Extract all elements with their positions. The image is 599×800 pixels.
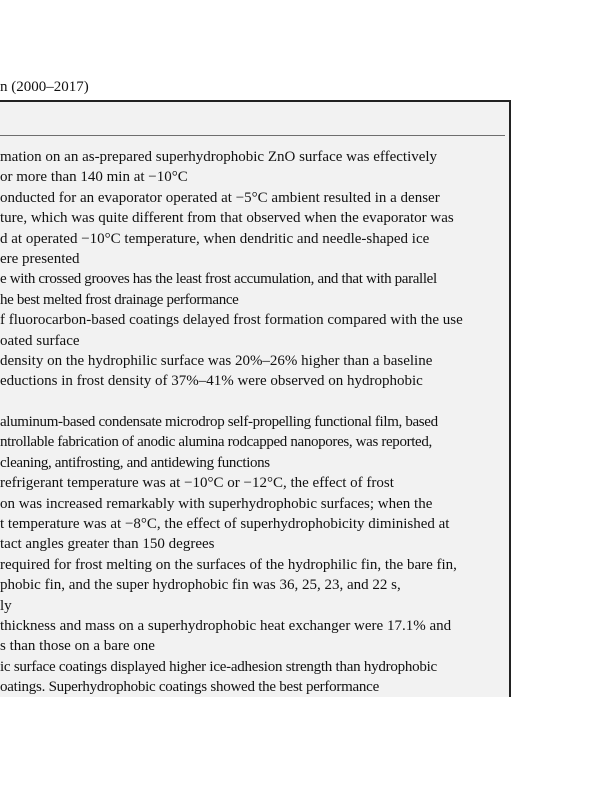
row-text-line: refrigerant temperature was at −10°C or −12°C, the effect of frost: [0, 475, 394, 492]
row-text-line: oated surface: [0, 332, 80, 349]
table-row: [0, 351, 506, 412]
row-text-line: ly: [0, 597, 12, 614]
row-text-line: phobic fin, and the super hydrophobic fin was 36, 25, 23, and 22 s,: [0, 577, 401, 594]
row-text-line: ntrollable fabrication of anodic alumina rodcapped nanopores, was reported,: [0, 434, 432, 451]
row-text-line: tact angles greater than 150 degrees: [0, 536, 215, 553]
row-text-line: or more than 140 min at −10°C: [0, 169, 188, 186]
table-row: [0, 188, 506, 270]
row-text-line: eductions in frost density of 37%–41% were observed on hydrophobic: [0, 373, 423, 390]
table-row: [0, 269, 506, 310]
row-text-line: cleaning, antifrosting, and antidewing functions: [0, 454, 270, 471]
row-text-line: d at operated −10°C temperature, when dendritic and needle-shaped ice: [0, 230, 430, 247]
row-text-line: on was increased remarkably with superhydrophobic surfaces; when the: [0, 495, 433, 512]
row-text-line: t temperature was at −8°C, the effect of superhydrophobicity diminished at: [0, 516, 450, 533]
row-text-line: ere presented: [0, 250, 80, 267]
row-text-line: aluminum-based condensate microdrop self-propelling functional film, based: [0, 414, 438, 431]
table-row: [0, 412, 506, 473]
table-row: [0, 310, 506, 351]
row-text-line: e with crossed grooves has the least frost accumulation, and that with parallel: [0, 271, 437, 288]
row-text-line: [0, 392, 506, 412]
row-text-line: ture, which was quite different from that observed when the evaporator was: [0, 210, 454, 227]
row-text-line: thickness and mass on a superhydrophobic heat exchanger were 17.1% and: [0, 617, 452, 634]
table-row: [0, 147, 506, 188]
table-row: [0, 473, 506, 555]
table-row: [0, 657, 506, 698]
row-text-line: required for frost melting on the surfaces of the hydrophilic fin, the bare fin,: [0, 556, 457, 573]
table-row: [0, 616, 506, 657]
row-text-line: oatings. Superhydrophobic coatings showed the best performance: [0, 679, 379, 696]
row-text-line: mation on an as-prepared superhydrophobic ZnO surface was effectively: [0, 149, 438, 165]
table-caption: n (2000–2017): [0, 79, 89, 95]
header-rule: [0, 135, 505, 136]
row-text-line: density on the hydrophilic surface was 20%–26% higher than a baseline: [0, 352, 433, 369]
table-row: [0, 555, 506, 616]
row-text-line: f fluorocarbon-based coatings delayed frost formation compared with the use: [0, 312, 463, 329]
row-text-line: s than those on a bare one: [0, 638, 155, 655]
row-text-line: ic surface coatings displayed higher ice-adhesion strength than hydrophobic: [0, 658, 437, 675]
table-body: [0, 147, 506, 698]
row-text-line: he best melted frost drainage performance: [0, 291, 239, 308]
row-text-line: onducted for an evaporator operated at −5°C ambient resulted in a denser: [0, 189, 440, 206]
